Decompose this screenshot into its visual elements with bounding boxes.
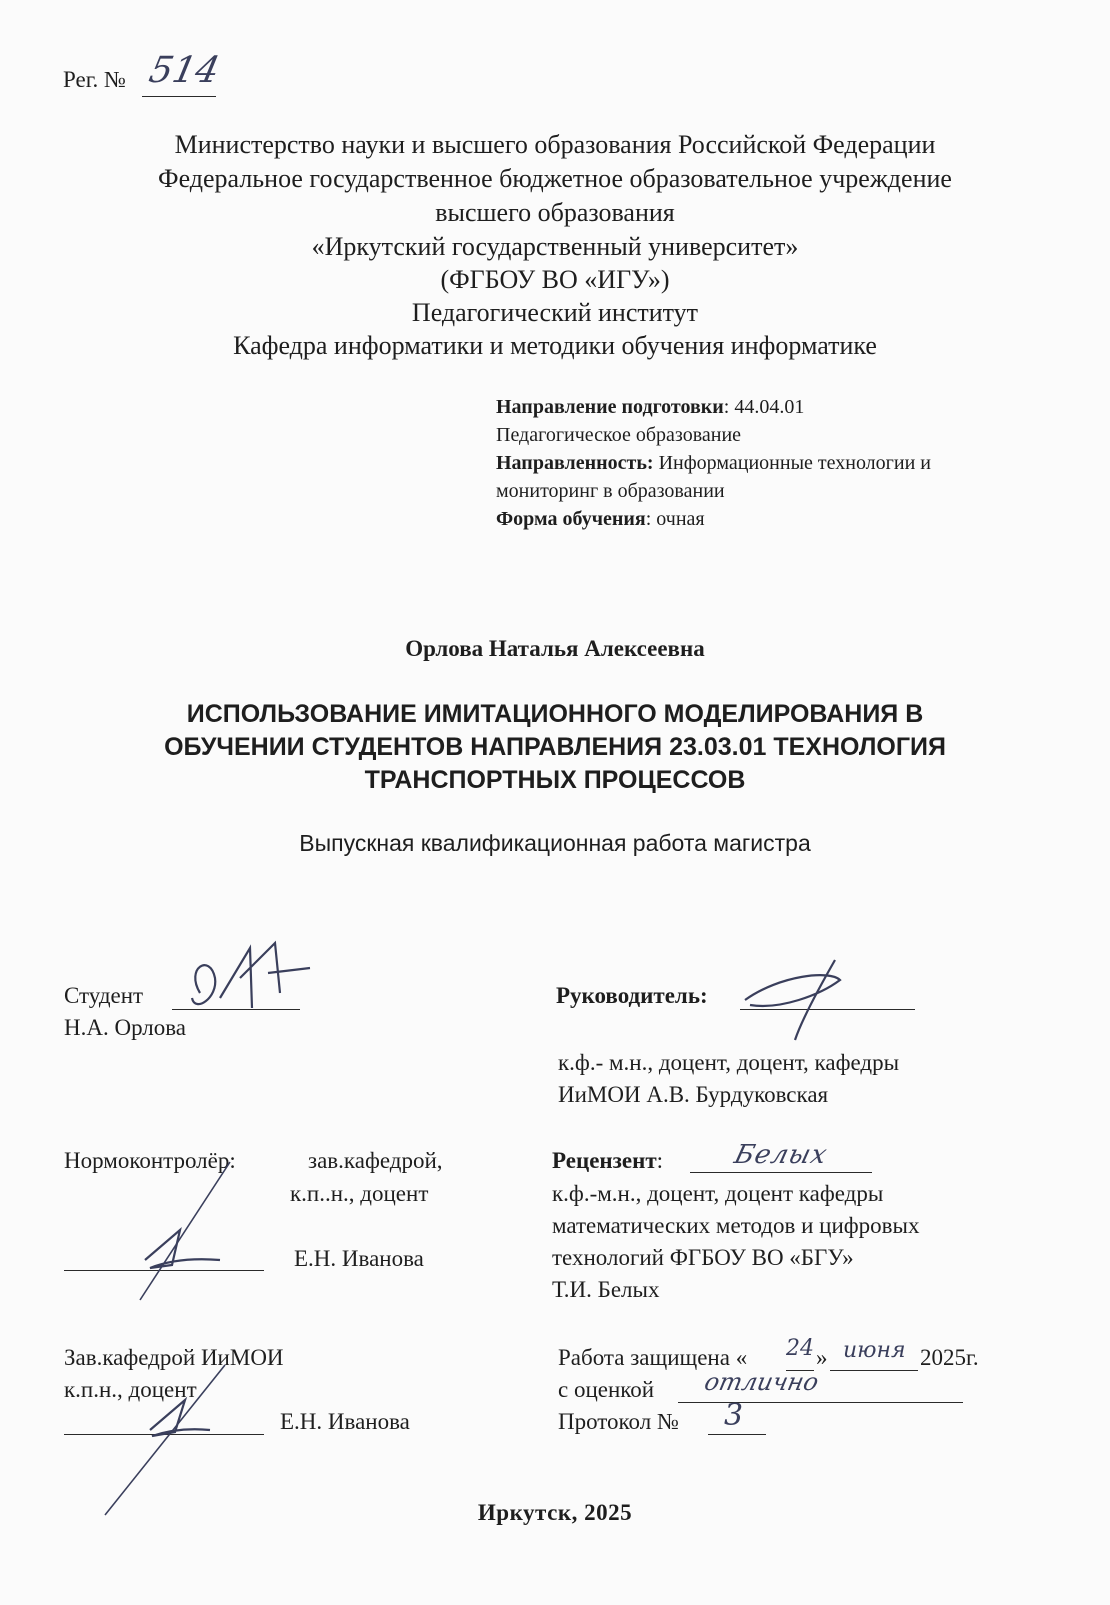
reviewer-organization: технологий ФГБОУ ВО «БГУ» bbox=[552, 1245, 854, 1270]
head-signature-icon bbox=[90, 1360, 230, 1520]
department-name: Кафедра информатики и методики обучения информатике bbox=[233, 331, 877, 360]
university-name: «Иркутский государственный университет» bbox=[311, 232, 799, 261]
normcontrol-signature-icon bbox=[100, 1160, 240, 1310]
normcontrol-name: Е.Н. Иванова bbox=[294, 1246, 424, 1271]
thesis-title-3: ТРАНСПОРТНЫХ ПРОЦЕССОВ bbox=[364, 766, 746, 794]
direction-value: : 44.04.01 bbox=[723, 396, 805, 418]
thesis-title-2: ОБУЧЕНИИ СТУДЕНТОВ НАПРАВЛЕНИЯ 23.03.01 ТЕХНОЛОГИЯ bbox=[164, 733, 946, 761]
reviewer-signature-line bbox=[690, 1172, 872, 1173]
institution-line: Федеральное государственное бюджетное образовательное учреждение bbox=[158, 164, 952, 193]
defense-month-line bbox=[830, 1370, 918, 1371]
student-signature-icon bbox=[180, 938, 320, 1028]
profile-line-2: мониторинг в образовании bbox=[496, 480, 725, 502]
defense-month: июня bbox=[843, 1338, 906, 1363]
normcontrol-label: Нормоконтролёр: bbox=[64, 1148, 236, 1173]
profile-value: Информационные технологии и bbox=[653, 452, 931, 474]
supervisor-signature-icon bbox=[740, 955, 860, 1055]
reg-underline bbox=[142, 96, 216, 97]
reviewer-degree: к.ф.-м.н., доцент, доцент кафедры bbox=[552, 1181, 884, 1206]
supervisor-name: ИиМОИ А.В. Бурдуковская bbox=[558, 1082, 829, 1107]
defense-year: 2025г. bbox=[920, 1345, 979, 1370]
defense-day: 24 bbox=[786, 1336, 814, 1361]
student-label: Студент bbox=[64, 983, 144, 1008]
institute-name: Педагогический институт bbox=[411, 298, 699, 327]
reviewer-colon: : bbox=[656, 1148, 664, 1173]
defense-label: Работа защищена « bbox=[558, 1345, 748, 1370]
form-line bbox=[496, 508, 705, 531]
normcontrol-position: зав.кафедрой, bbox=[308, 1148, 443, 1173]
head-degree: к.п.н., доцент bbox=[64, 1377, 197, 1402]
grade-line bbox=[678, 1402, 963, 1403]
reviewer-label: Рецензент bbox=[552, 1148, 657, 1173]
protocol-label: Протокол № bbox=[558, 1409, 679, 1434]
student-name: Н.А. Орлова bbox=[64, 1015, 187, 1040]
head-position: Зав.кафедрой ИиМОИ bbox=[64, 1345, 284, 1370]
defense-day-close: » bbox=[816, 1345, 828, 1370]
reviewer-name: Т.И. Белых bbox=[552, 1277, 660, 1302]
supervisor-label: Руководитель: bbox=[556, 983, 708, 1008]
supervisor-degree: к.ф.- м.н., доцент, доцент, кафедры bbox=[558, 1050, 900, 1075]
university-abbr: (ФГБОУ ВО «ИГУ») bbox=[440, 265, 670, 294]
ministry-line: Министерство науки и высшего образования Российской Федерации bbox=[174, 130, 936, 159]
head-name: Е.Н. Иванова bbox=[280, 1409, 410, 1434]
direction-line-2: Педагогическое образование bbox=[496, 424, 742, 446]
work-type: Выпускная квалификационная работа магистра bbox=[299, 830, 811, 856]
direction-label: Направление подготовки bbox=[496, 396, 724, 418]
author-name: Орлова Наталья Алексеевна bbox=[405, 636, 705, 661]
reg-label: Рег. № bbox=[63, 67, 126, 92]
reviewer-signature: Белых bbox=[731, 1140, 831, 1170]
reviewer-department: математических методов и цифровых bbox=[552, 1213, 920, 1238]
grade-label: с оценкой bbox=[558, 1377, 655, 1402]
normcontrol-degree: к.п..н., доцент bbox=[290, 1181, 429, 1206]
reg-number: 514 bbox=[145, 50, 224, 91]
reviewer-line bbox=[552, 1148, 663, 1174]
thesis-title-1: ИСПОЛЬЗОВАНИЕ ИМИТАЦИОННОГО МОДЕЛИРОВАНИЯ В bbox=[186, 700, 924, 728]
form-value: : очная bbox=[645, 508, 705, 530]
city-year: Иркутск, 2025 bbox=[477, 1500, 633, 1525]
direction-line bbox=[496, 396, 804, 419]
profile-label: Направленность: bbox=[496, 452, 654, 474]
form-label: Форма обучения bbox=[496, 508, 646, 530]
institution-line-2: высшего образования bbox=[435, 198, 675, 227]
profile-line bbox=[496, 452, 931, 475]
protocol-number: 3 bbox=[724, 1398, 744, 1433]
grade-value: отлично bbox=[702, 1368, 822, 1396]
protocol-line bbox=[708, 1434, 766, 1435]
